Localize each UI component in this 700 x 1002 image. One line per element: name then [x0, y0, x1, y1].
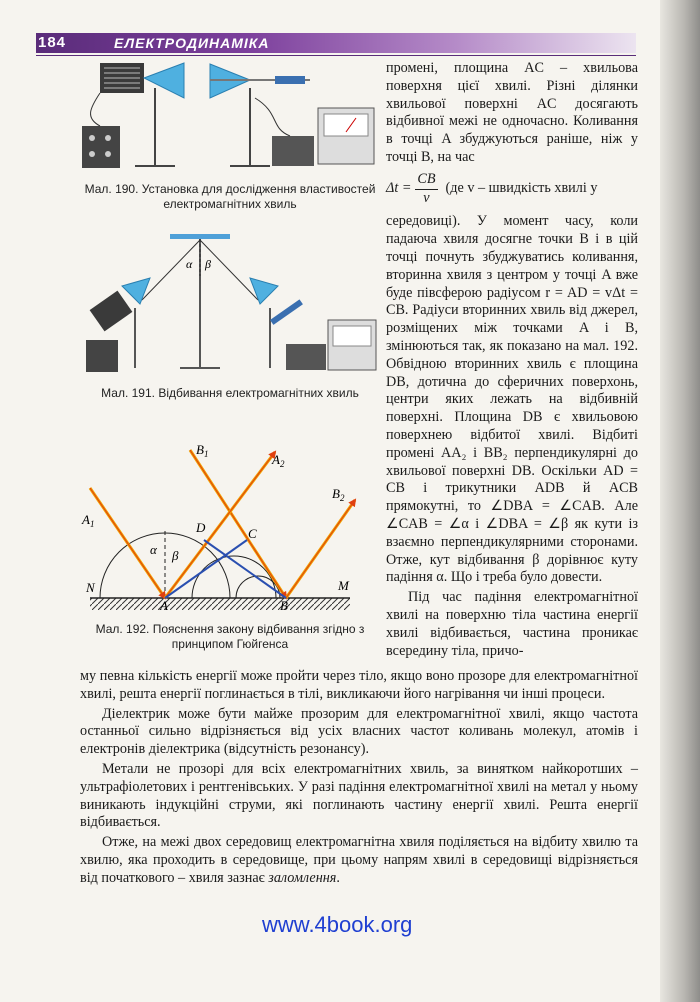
- amplifier: [272, 136, 314, 166]
- label-B: B: [280, 598, 288, 613]
- caption-fig192: Мал. 192. Пояснення закону відбивання згідно з принципом Гюйгенса: [95, 622, 365, 651]
- figure-191: [80, 228, 380, 376]
- header-rule: [36, 55, 636, 56]
- paragraph-energy-start: Під час падіння електромагнітної хвилі на поверхню тіла частина енергії хвилі відбивається, частина проникає всередину тіла, причо-: [386, 589, 638, 659]
- label-A: A: [160, 598, 168, 613]
- refraction-end: .: [336, 869, 340, 886]
- label-N: N: [86, 580, 95, 595]
- reflecting-surface: [90, 598, 350, 610]
- paragraph-energy-end: му певна кількість енергії може пройти через тіло, якщо воно прозоре для електромагнітної хвилі, решта енергії поглинається в тілі, викликаючи його нагрівання чи інші процеси.: [80, 668, 638, 702]
- paragraph-refraction: [80, 834, 638, 887]
- refraction-text: Отже, на межі двох середовищ електромагнітна хвиля поділяється на відбиту хвилю та хвилю, яка проходить в середовище, при цьому напрям хвилі в середовищі відрізняється від початкового – хвиля зазнає: [80, 834, 638, 886]
- paragraph-metals: Метали не прозорі для всіх електромагнітних хвиль, за винятком найкоротших – ультрафіолетових і рентгенівських. У разі падіння електромагнітної хвилі на метал у ньому виникають індукційні струми, які поглинають частину енергії хвилі. Решта енергії відбивається.: [80, 760, 638, 831]
- transmitter-box-191: [90, 291, 133, 332]
- label-B2: $B_2$: [332, 486, 345, 503]
- horn-antenna-left-191: [122, 278, 150, 304]
- paragraph-huygens: середовиці). У момент часу, коли падаюча хвиля досягне точки B і в цій точці почнуть збуджуватись коливання, вторинна хвиля з центром у точці A вже буде півсферою радіусом r = AD = vΔt = CB. Радіуси вторинних хвиль від джерел, розміщених між точками A і B, змінюються так, як показано на мал. 192. Обвідною вторинних хвиль є площина DB, дотична до сферичних поверхонь, центри яких лежать на відбивній поверхні. Площина DB є хвильовою поверхнею відбитої хвилі. Відбиті промені AA₂ і BB₂ перпендикулярні до хвильової поверхні DB. Оскільки AD = CB і трикутники ADB й ACB прямокутні, то ∠DBA = ∠CAB. Але ∠CAB = ∠α і ∠DBA = ∠β як кути із взаємно перпендикулярними сторонами. Отже, кут відбивання β дорівнює куту падіння α. Що і треба було довести.: [386, 213, 638, 586]
- figure-190: [80, 58, 380, 176]
- section-title: ЕЛЕКТРОДИНАМІКА: [114, 35, 270, 51]
- label-A1: $A_1$: [82, 512, 95, 529]
- angle-beta-191: β: [205, 257, 211, 271]
- figure-192: [80, 430, 370, 618]
- transmitter-box: [100, 63, 144, 93]
- angle-alpha-191: α: [186, 257, 193, 271]
- caption-fig190: Мал. 190. Установка для дослідження властивостей електромагнітних хвиль: [84, 182, 376, 211]
- refraction-term: заломлення: [268, 869, 337, 886]
- horn-antenna-right-191: [250, 278, 278, 304]
- angle-beta-192: β: [172, 548, 179, 563]
- text-full-width: [80, 668, 638, 888]
- reflector-plate: [170, 234, 230, 239]
- label-A2: $A_2$: [272, 452, 285, 469]
- caption-fig191: Мал. 191. Відбивання електромагнітних хвиль: [101, 386, 359, 400]
- page-number: 184: [38, 34, 67, 51]
- page-curl-shadow: [660, 0, 700, 1002]
- paragraph-wavefront: промені, площина AC – хвильова поверхня цієї хвилі. Різні ділянки хвильової поверхні AC досягають відбивної межі не одночасно. Коливання в точці A збуджуються раніше, ніж у точці B, на час: [386, 60, 638, 165]
- wavefront-DB: [204, 540, 286, 598]
- footer-link[interactable]: www.4book.org: [262, 912, 413, 937]
- formula-denominator: v: [423, 189, 430, 206]
- formula-lhs: Δt =: [386, 180, 412, 197]
- label-B1: $B_1$: [196, 442, 209, 459]
- amplifier-191: [286, 344, 326, 370]
- horn-antenna-left: [144, 63, 184, 98]
- label-M: M: [338, 578, 349, 593]
- formula-delta-t: [386, 171, 638, 208]
- power-supply: [82, 126, 120, 168]
- text-column-right: [386, 60, 638, 660]
- formula-note: (де v – швидкість хвилі у: [445, 180, 598, 197]
- power-supply-191: [86, 340, 118, 372]
- formula-numerator: CB: [415, 171, 437, 190]
- label-C: C: [248, 526, 257, 541]
- label-D: D: [196, 520, 206, 535]
- paragraph-dielectric: Діелектрик може бути майже прозорим для електромагнітної хвилі, якщо частота останньої сильно відрізняється від усіх власних частот коливань молекул, атомів і електронів діелектрика (відсутність резонансу).: [80, 705, 638, 758]
- angle-alpha-192: α: [150, 542, 157, 557]
